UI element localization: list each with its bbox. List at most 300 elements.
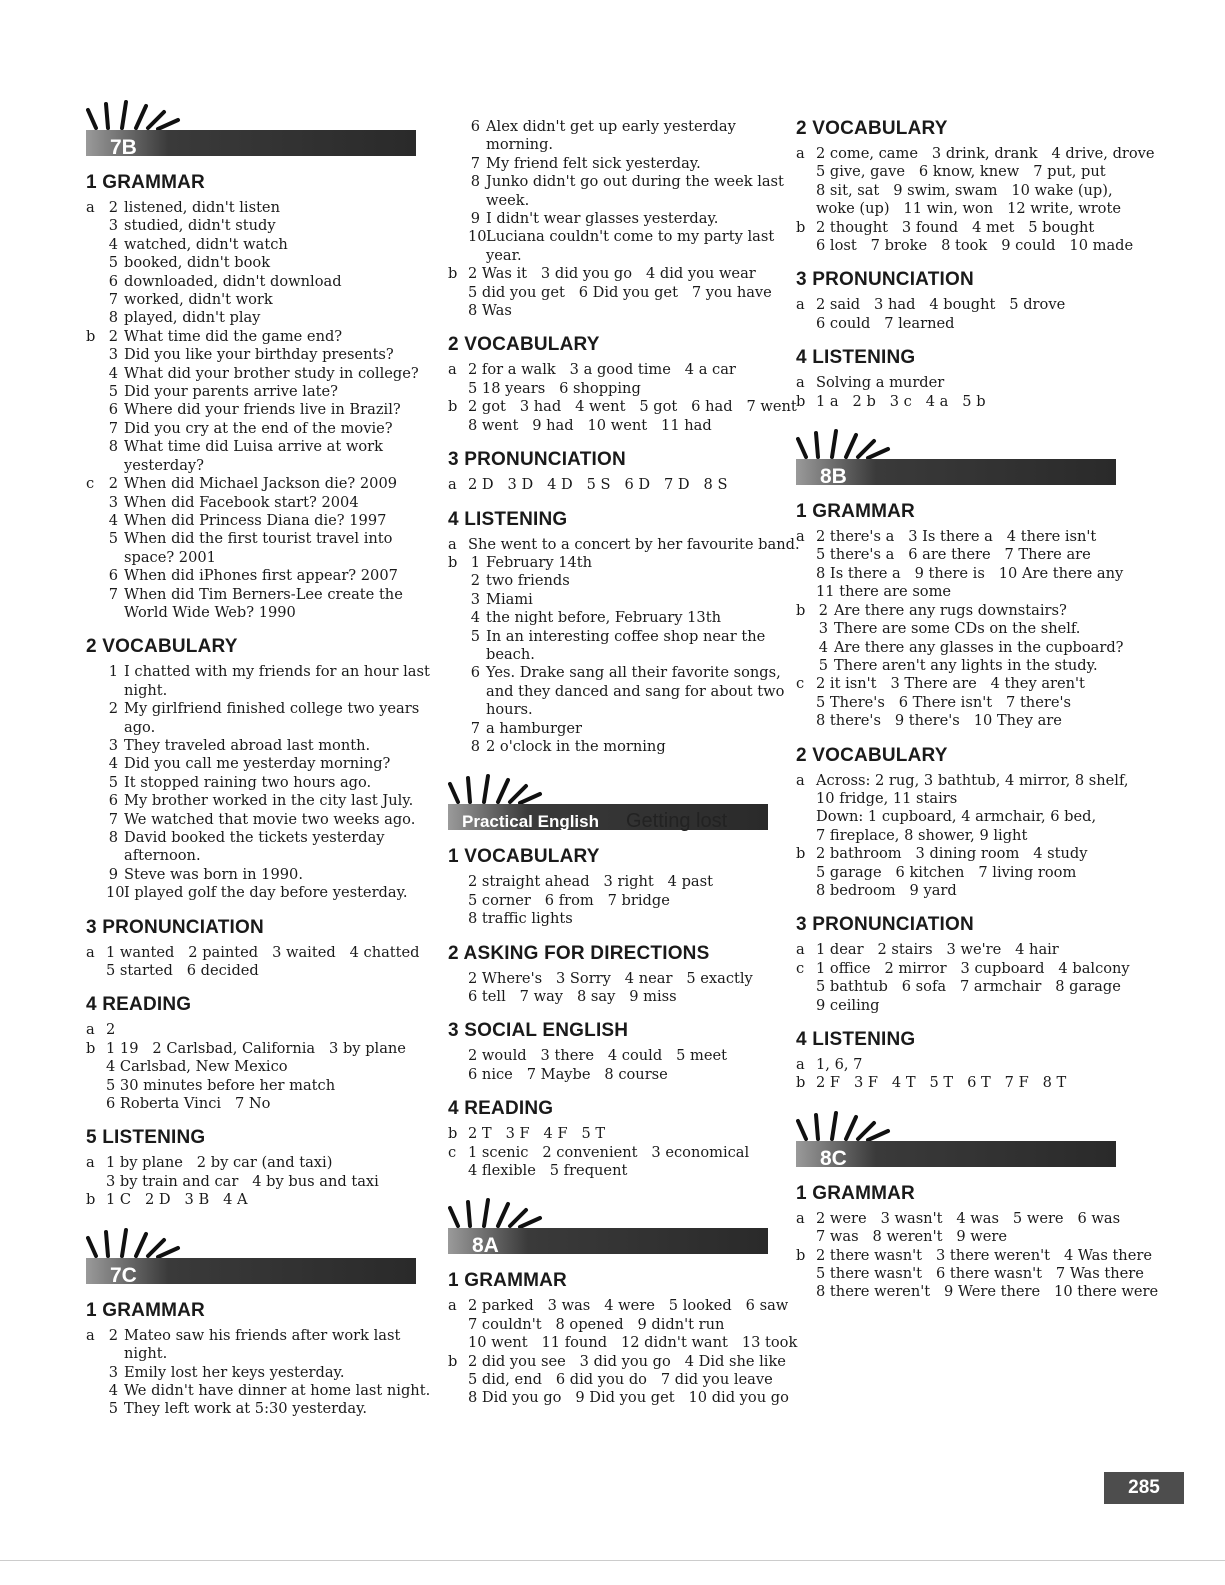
- item-text: Luciana couldn't come to my party last year.: [486, 228, 775, 264]
- section-title: 3 SOCIAL ENGLISH: [448, 1020, 629, 1042]
- item-text: When did Tim Berners-Lee create the World Wide Web? 1990: [124, 585, 403, 621]
- item-text: We watched that movie two weeks ago.: [124, 810, 416, 828]
- item-number: 2: [108, 475, 118, 493]
- part-letter: a: [796, 145, 805, 162]
- answer-line: 8 Is there a 9 there is 10 Are there any: [816, 564, 1124, 582]
- section-title: 1 GRAMMAR: [796, 1182, 915, 1204]
- item-text: Miami: [486, 590, 533, 608]
- answer-line: 1 scenic 2 convenient 3 economical: [468, 1143, 750, 1161]
- section: [448, 1020, 788, 1084]
- section: [448, 118, 788, 320]
- answer-item: [106, 1327, 436, 1364]
- answer-line: 2 D 3 D 4 D 5 S 6 D 7 D 8 S: [468, 476, 728, 494]
- item-text: Junko didn't go out during the week last week.: [486, 173, 784, 209]
- section: [86, 994, 436, 1113]
- answer-line: 8 Was: [468, 302, 512, 320]
- answer-item: [106, 829, 436, 866]
- answer-line: 1, 6, 7: [816, 1056, 863, 1073]
- answer-item: [106, 884, 436, 902]
- section: [796, 1182, 1159, 1302]
- answer-line: 1 19 2 Carlsbad, California 3 by plane: [106, 1039, 406, 1057]
- item-text: downloaded, didn't download: [124, 272, 342, 290]
- section-title: 3 PRONUNCIATION: [796, 269, 974, 291]
- answer-part: [86, 1040, 436, 1114]
- part-letter: b: [796, 1246, 806, 1264]
- answer-item: [106, 254, 436, 272]
- column-1: [86, 96, 436, 1433]
- answer-part: [86, 1327, 436, 1419]
- section-title: 1 GRAMMAR: [796, 501, 915, 523]
- answer-part: [448, 970, 788, 1007]
- item-text: two friends: [486, 572, 570, 590]
- answer-line: 8 there's 9 there's 10 They are: [816, 712, 1062, 730]
- part-letter: b: [448, 553, 458, 571]
- section: [86, 636, 436, 902]
- item-text: February 14th: [486, 553, 593, 571]
- answer-line: 8 sit, sat 9 swim, swam 10 wake (up),: [816, 181, 1113, 199]
- section: [86, 1127, 436, 1209]
- section: [796, 1029, 1136, 1093]
- answer-part: [448, 873, 788, 928]
- item-text: What did your brother study in college?: [124, 364, 419, 382]
- item-text: the night before, February 13th: [486, 609, 721, 627]
- part-letter: a: [448, 535, 457, 553]
- section-title: 1 GRAMMAR: [448, 1270, 567, 1292]
- part-letter: b: [796, 218, 806, 236]
- answer-line: 7 couldn't 8 opened 9 didn't run: [468, 1315, 725, 1333]
- item-text: They traveled abroad last month.: [124, 736, 371, 754]
- answer-item: [106, 309, 436, 327]
- unit-label: 8A: [472, 1234, 499, 1258]
- part-letter: b: [796, 845, 806, 863]
- item-number: 7: [108, 291, 118, 309]
- answer-line: 1 wanted 2 painted 3 waited 4 chatted: [106, 943, 420, 961]
- answer-item: [468, 591, 788, 609]
- answer-item: [106, 1382, 436, 1400]
- part-letter: [448, 1047, 468, 1084]
- item-text: We didn't have dinner at home last night.: [124, 1381, 431, 1399]
- answer-part: [796, 1056, 1136, 1074]
- answer-item: [468, 572, 788, 590]
- item-text: They left work at 5:30 yesterday.: [124, 1400, 368, 1418]
- section-title: 4 READING: [86, 994, 192, 1016]
- answer-line: 2 there's a 3 Is there a 4 there isn't: [816, 528, 1097, 546]
- answer-part: [796, 1074, 1136, 1092]
- answer-item: [106, 420, 436, 438]
- item-number: 7: [470, 154, 480, 172]
- answer-part: [796, 1246, 1159, 1302]
- answer-item: [106, 567, 436, 585]
- item-number: 6: [108, 792, 118, 810]
- answer-line: 9 ceiling: [816, 996, 880, 1014]
- answer-item: [106, 512, 436, 530]
- item-text: Did you call me yesterday morning?: [124, 755, 391, 773]
- section-title: 3 PRONUNCIATION: [86, 916, 264, 938]
- answer-part: [448, 476, 788, 494]
- answer-part: [796, 1210, 1136, 1247]
- section-title: 3 PRONUNCIATION: [448, 449, 626, 471]
- answer-item: [816, 657, 1136, 675]
- section: [448, 449, 788, 494]
- unit-label: 8C: [820, 1146, 847, 1170]
- item-number: 6: [470, 118, 480, 135]
- answer-part: [86, 663, 436, 902]
- answer-item: [106, 328, 436, 346]
- item-number: 4: [108, 755, 118, 773]
- item-number: 5: [108, 254, 118, 272]
- section: [796, 745, 1136, 901]
- item-text: Mateo saw his friends after work last night.: [124, 1326, 401, 1363]
- item-number: 5: [108, 383, 118, 401]
- item-text: In an interesting coffee shop near the beach.: [486, 627, 766, 663]
- item-number: 4: [108, 364, 118, 382]
- answer-item: [468, 554, 788, 572]
- answer-line: 6 lost 7 broke 8 took 9 could 10 made: [816, 237, 1134, 255]
- item-number: 10: [468, 228, 487, 246]
- answer-line: 8 there weren't 9 Were there 10 there were: [816, 1283, 1159, 1301]
- answer-part: [448, 535, 800, 554]
- answer-line: 2: [106, 1021, 116, 1039]
- item-number: 1: [108, 663, 118, 681]
- answer-line: 2 said 3 had 4 bought 5 drove: [816, 296, 1066, 314]
- part-letter: b: [86, 1191, 96, 1209]
- item-number: 5: [818, 656, 828, 674]
- answer-item: [816, 620, 1136, 638]
- item-text: Alex didn't get up early yesterday morning.: [486, 118, 736, 154]
- answer-line: 2 got 3 had 4 went 5 got 6 had 7 went: [468, 398, 797, 416]
- part-letter: b: [448, 1352, 458, 1370]
- part-letter: a: [796, 1209, 805, 1227]
- answer-part: [86, 328, 436, 475]
- answer-line: 3 by train and car 4 by bus and taxi: [106, 1172, 379, 1190]
- answer-item: [106, 1400, 436, 1418]
- answer-line: 2 bathroom 3 dining room 4 study: [816, 845, 1088, 863]
- answer-line: 6 could 7 learned: [816, 314, 955, 332]
- section-title: 1 VOCABULARY: [448, 846, 600, 868]
- item-number: 2: [818, 601, 828, 619]
- answer-line: 7 was 8 weren't 9 were: [816, 1228, 1008, 1246]
- answer-line: 5 There's 6 There isn't 7 there's: [816, 693, 1071, 711]
- answer-line: 5 30 minutes before her match: [106, 1076, 336, 1094]
- section: [796, 269, 1136, 333]
- answer-item: [816, 602, 1136, 620]
- answer-item: [468, 664, 788, 719]
- answer-part: [86, 475, 436, 622]
- answer-item: [106, 737, 436, 755]
- item-text: What time did the game end?: [124, 327, 343, 345]
- item-number: 2: [108, 700, 118, 718]
- answer-line: 4 flexible 5 frequent: [468, 1162, 628, 1180]
- section: [448, 508, 800, 757]
- part-letter: b: [86, 327, 96, 345]
- answer-line: 2 F 3 F 4 T 5 T 6 T 7 F 8 T: [816, 1074, 1067, 1092]
- answer-line: 2 thought 3 found 4 met 5 bought: [816, 218, 1095, 236]
- item-number: 6: [108, 272, 118, 290]
- answer-item: [468, 738, 788, 756]
- item-text: Emily lost her keys yesterday.: [124, 1363, 345, 1381]
- answer-line: 1 office 2 mirror 3 cupboard 4 balcony: [816, 959, 1130, 977]
- answer-line: 11 there are some: [816, 583, 952, 601]
- part-letter: c: [796, 959, 805, 977]
- answer-line: 8 Did you go 9 Did you get 10 did you go: [468, 1389, 789, 1407]
- item-text: worked, didn't work: [124, 291, 273, 309]
- item-number: 6: [470, 664, 480, 682]
- answer-item: [106, 291, 436, 309]
- part-letter: a: [448, 476, 457, 494]
- answer-line: She went to a concert by her favourite band.: [468, 535, 800, 553]
- answer-line: 5 corner 6 from 7 bridge: [468, 891, 670, 909]
- section-title: 4 READING: [448, 1098, 554, 1120]
- section-title: 2 VOCABULARY: [796, 118, 948, 139]
- answer-line: 2 it isn't 3 There are 4 they aren't: [816, 675, 1085, 693]
- answer-line: 2 Was it 3 did you go 4 did you wear: [468, 265, 756, 283]
- answer-item: [468, 628, 788, 665]
- unit-banner: [448, 770, 788, 840]
- answer-line: 6 nice 7 Maybe 8 course: [468, 1065, 668, 1083]
- item-text: Did your parents arrive late?: [124, 383, 338, 401]
- answer-item: [106, 663, 436, 700]
- item-text: Steve was born in 1990.: [124, 865, 303, 883]
- item-number: 3: [108, 493, 118, 511]
- item-text: booked, didn't book: [124, 254, 271, 272]
- answer-line: 10 fridge, 11 stairs: [816, 789, 958, 807]
- answer-item: [106, 383, 436, 401]
- item-number: 4: [108, 1381, 118, 1399]
- answer-line: 2 would 3 there 4 could 5 meet: [468, 1047, 727, 1065]
- item-text: 2 o'clock in the morning: [486, 737, 666, 755]
- part-letter: a: [86, 1021, 95, 1039]
- item-number: 3: [470, 590, 480, 608]
- answer-part: [796, 602, 1136, 676]
- item-number: 3: [108, 1363, 118, 1381]
- item-number: 9: [470, 210, 480, 228]
- item-text: watched, didn't watch: [124, 235, 288, 253]
- part-letter: a: [796, 528, 805, 546]
- item-number: 4: [108, 235, 118, 253]
- item-text: listened, didn't listen: [124, 199, 280, 216]
- part-letter: a: [796, 1056, 805, 1073]
- unit-label: 7C: [110, 1263, 137, 1287]
- answer-line: 2 did you see 3 did you go 4 Did she like: [468, 1352, 786, 1370]
- answer-line: 1 dear 2 stairs 3 we're 4 hair: [816, 941, 1059, 959]
- item-number: 2: [108, 199, 118, 216]
- section: [796, 501, 1136, 730]
- item-text: There aren't any lights in the study.: [834, 656, 1098, 674]
- answer-line: 5 give, gave 6 know, knew 7 put, put: [816, 163, 1106, 181]
- answer-item: [106, 811, 436, 829]
- item-text: When did Michael Jackson die? 2009: [124, 475, 398, 493]
- unit-banner: [796, 425, 1136, 495]
- answer-part: [796, 374, 1136, 392]
- section: [448, 943, 788, 1007]
- answer-part: [448, 361, 788, 398]
- answer-item: [468, 720, 788, 738]
- answer-item: [468, 210, 788, 228]
- item-number: 4: [108, 511, 118, 529]
- section-title: 3 PRONUNCIATION: [796, 914, 974, 936]
- part-letter: b: [796, 601, 806, 619]
- answer-line: 2 were 3 wasn't 4 was 5 were 6 was: [816, 1209, 1121, 1227]
- item-text: played, didn't play: [124, 309, 261, 327]
- part-letter: [448, 970, 468, 1007]
- part-letter: [448, 118, 468, 265]
- item-text: When did iPhones first appear? 2007: [124, 567, 398, 585]
- part-letter: a: [86, 1326, 95, 1344]
- answer-part: [448, 1144, 788, 1181]
- part-letter: b: [86, 1039, 96, 1057]
- answer-item: [106, 586, 436, 623]
- answer-line: woke (up) 11 win, won 12 write, wrote: [816, 200, 1121, 218]
- answer-item: [106, 700, 436, 737]
- column-3: [796, 118, 1159, 1316]
- part-letter: c: [448, 1143, 457, 1161]
- item-number: 4: [818, 638, 828, 656]
- answer-part: [448, 1125, 788, 1143]
- answer-line: 4 Carlsbad, New Mexico: [106, 1058, 288, 1076]
- item-number: 8: [470, 173, 480, 191]
- section-title: 5 LISTENING: [86, 1127, 206, 1149]
- answer-item: [106, 199, 436, 217]
- part-letter: a: [86, 943, 95, 961]
- unit-label: Practical English: [462, 812, 599, 832]
- answer-part: [796, 219, 1136, 256]
- answer-part: [448, 1297, 798, 1352]
- part-letter: c: [86, 475, 95, 493]
- part-letter: b: [796, 1074, 806, 1092]
- item-number: 7: [108, 810, 118, 828]
- answer-part: [796, 296, 1136, 333]
- answer-item: [468, 609, 788, 627]
- answer-line: 5 18 years 6 shopping: [468, 379, 641, 397]
- answer-line: 5 started 6 decided: [106, 962, 259, 980]
- section: [448, 1270, 798, 1407]
- answer-item: [106, 755, 436, 773]
- item-text: I didn't wear glasses yesterday.: [486, 210, 719, 228]
- item-text: Did you cry at the end of the movie?: [124, 419, 393, 437]
- answer-line: 2 Where's 3 Sorry 4 near 5 exactly: [468, 969, 753, 987]
- answer-part: [86, 199, 436, 328]
- answer-part: [796, 941, 1136, 959]
- answer-line: 2 straight ahead 3 right 4 past: [468, 873, 713, 891]
- answer-item: [468, 173, 788, 210]
- item-number: 8: [108, 829, 118, 846]
- answer-part: [796, 145, 1155, 219]
- section: [448, 846, 788, 928]
- part-letter: b: [448, 1125, 458, 1143]
- part-letter: a: [448, 361, 457, 379]
- answer-line: Across: 2 rug, 3 bathtub, 4 mirror, 8 shelf,: [816, 771, 1129, 789]
- answer-part: [796, 772, 1136, 846]
- divider: [0, 1560, 1225, 1561]
- unit-banner: [448, 1194, 788, 1264]
- part-letter: a: [86, 199, 95, 216]
- section: [796, 347, 1136, 411]
- answer-part: [86, 1021, 436, 1039]
- answer-item: [106, 475, 436, 493]
- unit-banner: [796, 1107, 1136, 1177]
- answer-item: [468, 118, 788, 155]
- answer-item: [106, 792, 436, 810]
- unit-banner: [86, 96, 436, 166]
- section: [796, 914, 1136, 1015]
- answer-line: Down: 1 cupboard, 4 armchair, 6 bed,: [816, 808, 1097, 826]
- answer-part: [86, 1191, 436, 1209]
- item-number: 5: [470, 627, 480, 645]
- answer-line: 1 C 2 D 3 B 4 A: [106, 1191, 248, 1209]
- part-letter: c: [796, 675, 805, 693]
- section-title: 2 ASKING FOR DIRECTIONS: [448, 942, 710, 964]
- answer-item: [106, 494, 436, 512]
- answer-line: 7 fireplace, 8 shower, 9 light: [816, 826, 1028, 844]
- item-text: Are there any rugs downstairs?: [834, 601, 1067, 619]
- item-number: 8: [108, 438, 118, 456]
- answer-line: Solving a murder: [816, 374, 945, 392]
- item-text: David booked the tickets yesterday afternoon.: [124, 829, 385, 865]
- item-text: It stopped raining two hours ago.: [124, 773, 372, 791]
- section: [86, 172, 436, 622]
- answer-part: [448, 265, 788, 320]
- item-number: 3: [818, 620, 828, 638]
- answer-item: [106, 365, 436, 383]
- answer-part: [796, 393, 1136, 411]
- item-number: 9: [108, 865, 118, 883]
- answer-item: [106, 273, 436, 291]
- section-title: 4 LISTENING: [796, 347, 916, 369]
- column-2: [448, 118, 800, 1422]
- answer-item: [106, 401, 436, 419]
- item-text: studied, didn't study: [124, 217, 276, 235]
- part-letter: a: [86, 1154, 95, 1172]
- answer-line: 5 there's a 6 are there 7 There are: [816, 546, 1091, 564]
- answer-line: 2 come, came 3 drink, drank 4 drive, drove: [816, 145, 1155, 162]
- section: [448, 334, 797, 435]
- answer-item: [106, 236, 436, 254]
- item-text: Yes. Drake sang all their favorite songs, and they danced and sang for about two hours.: [486, 664, 785, 719]
- item-text: My girlfriend finished college two years ago.: [124, 700, 420, 736]
- answer-part: [796, 845, 1136, 900]
- item-number: 5: [108, 773, 118, 791]
- item-text: What time did Luisa arrive at work yesterday?: [124, 438, 383, 474]
- item-number: 2: [470, 572, 480, 590]
- item-number: 7: [470, 719, 480, 737]
- answer-line: 2 for a walk 3 a good time 4 a car: [468, 361, 736, 379]
- answer-part: [448, 398, 797, 435]
- answer-line: 1 by plane 2 by car (and taxi): [106, 1154, 333, 1172]
- section-title: 2 VOCABULARY: [448, 334, 600, 356]
- answer-part: [448, 1047, 788, 1084]
- item-text: My brother worked in the city last July.: [124, 792, 414, 810]
- part-letter: [86, 663, 106, 902]
- item-text: I played golf the day before yesterday.: [124, 884, 408, 902]
- answer-line: 8 went 9 had 10 went 11 had: [468, 416, 712, 434]
- item-number: 8: [108, 309, 118, 327]
- answer-part: [448, 1353, 788, 1408]
- answer-line: 8 bedroom 9 yard: [816, 881, 957, 899]
- section-title: 2 VOCABULARY: [86, 636, 238, 658]
- section: [86, 917, 436, 981]
- section-title: 1 GRAMMAR: [86, 172, 205, 193]
- answer-item: [106, 217, 436, 235]
- answer-part: [86, 944, 436, 981]
- answer-part: [448, 118, 788, 265]
- unit-label: 8B: [820, 465, 847, 489]
- answer-line: 5 garage 6 kitchen 7 living room: [816, 863, 1077, 881]
- answer-part: [796, 960, 1136, 1015]
- part-letter: a: [796, 296, 805, 314]
- item-text: When did Princess Diana die? 1997: [124, 511, 387, 529]
- section: [86, 1300, 436, 1419]
- answer-line: 10 went 11 found 12 didn't want 13 took: [468, 1334, 798, 1352]
